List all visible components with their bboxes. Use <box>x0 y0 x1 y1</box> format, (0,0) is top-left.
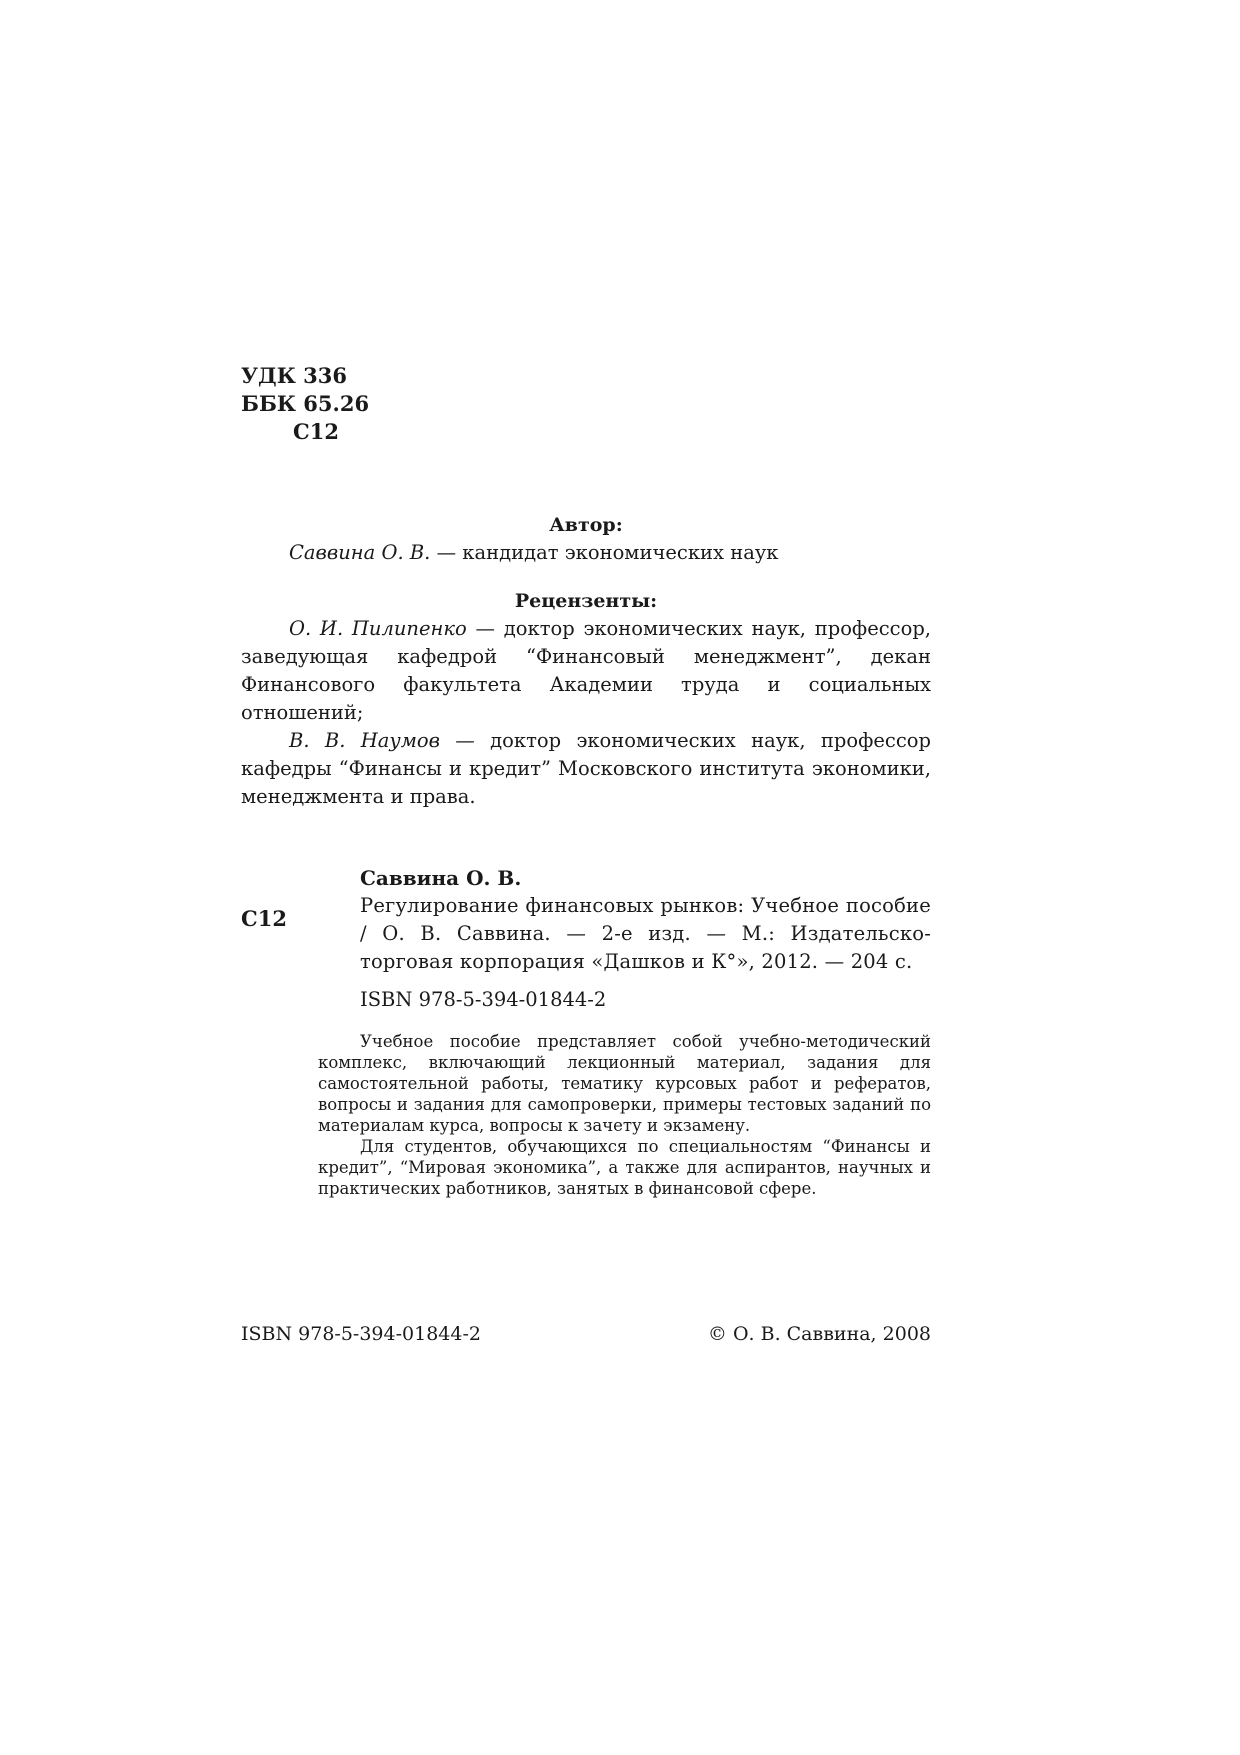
catalog-entry <box>360 864 931 1014</box>
annotation-paragraph: Учебное пособие представляет собой учебно-методический комплекс, включающий лекционный материал, задания для самостоятельной работы, тематику курсовых работ и рефератов, вопросы и задания для самопроверки, примеры тестовых заданий по материалам курса, вопросы к зачету и экзамену. <box>318 1032 931 1135</box>
catalog-author: Саввина О. В. <box>360 866 522 890</box>
author-heading: Автор: <box>549 514 623 536</box>
annotation-paragraph: Для студентов, обучающихся по специальностям “Финансы и кредит”, “Мировая экономика”, а также для аспирантов, научных и практических работников, занятых в финансовой сфере. <box>318 1137 931 1198</box>
footer-copyright: © О. В. Саввина, 2008 <box>707 1323 931 1345</box>
reviewers-list <box>241 615 931 811</box>
reviewer-description: — доктор экономических наук, профессор кафедры “Финансы и кредит” Московского института экономики, менеджмента и права. <box>241 729 931 808</box>
author-mark: С12 <box>293 419 339 444</box>
udk-code: УДК 336 <box>241 363 347 388</box>
footer-isbn: ISBN 978-5-394-01844-2 <box>241 1323 481 1345</box>
catalog-isbn: ISBN 978-5-394-01844-2 <box>360 988 607 1011</box>
author-name: Саввина О. В. <box>289 541 431 564</box>
reviewer-entry <box>241 727 931 811</box>
reviewer-name: В. В. Наумов <box>289 729 440 752</box>
bbk-code: ББК 65.26 <box>241 391 370 416</box>
annotation <box>318 1031 931 1199</box>
author-description: — кандидат экономических наук <box>430 541 779 564</box>
reviewer-name: О. И. Пилипенко <box>289 617 467 640</box>
reviewers-heading: Рецензенты: <box>514 590 658 612</box>
reviewer-entry <box>241 615 931 727</box>
classification-codes <box>241 362 369 446</box>
catalog-mark: С12 <box>241 906 287 931</box>
reviewer-description: — доктор экономических наук, профессор, заведующая кафедрой “Финансовый менеджмент”, декан Финансового факультета Академии труда и социальных отношений; <box>241 617 932 724</box>
author-entry <box>241 539 931 567</box>
catalog-description: Регулирование финансовых рынков: Учебное пособие / О. В. Саввина. — 2-е изд. — М.: Издательско-торговая корпорация «Дашков и К°», 2012. — 204 с. <box>360 894 931 973</box>
